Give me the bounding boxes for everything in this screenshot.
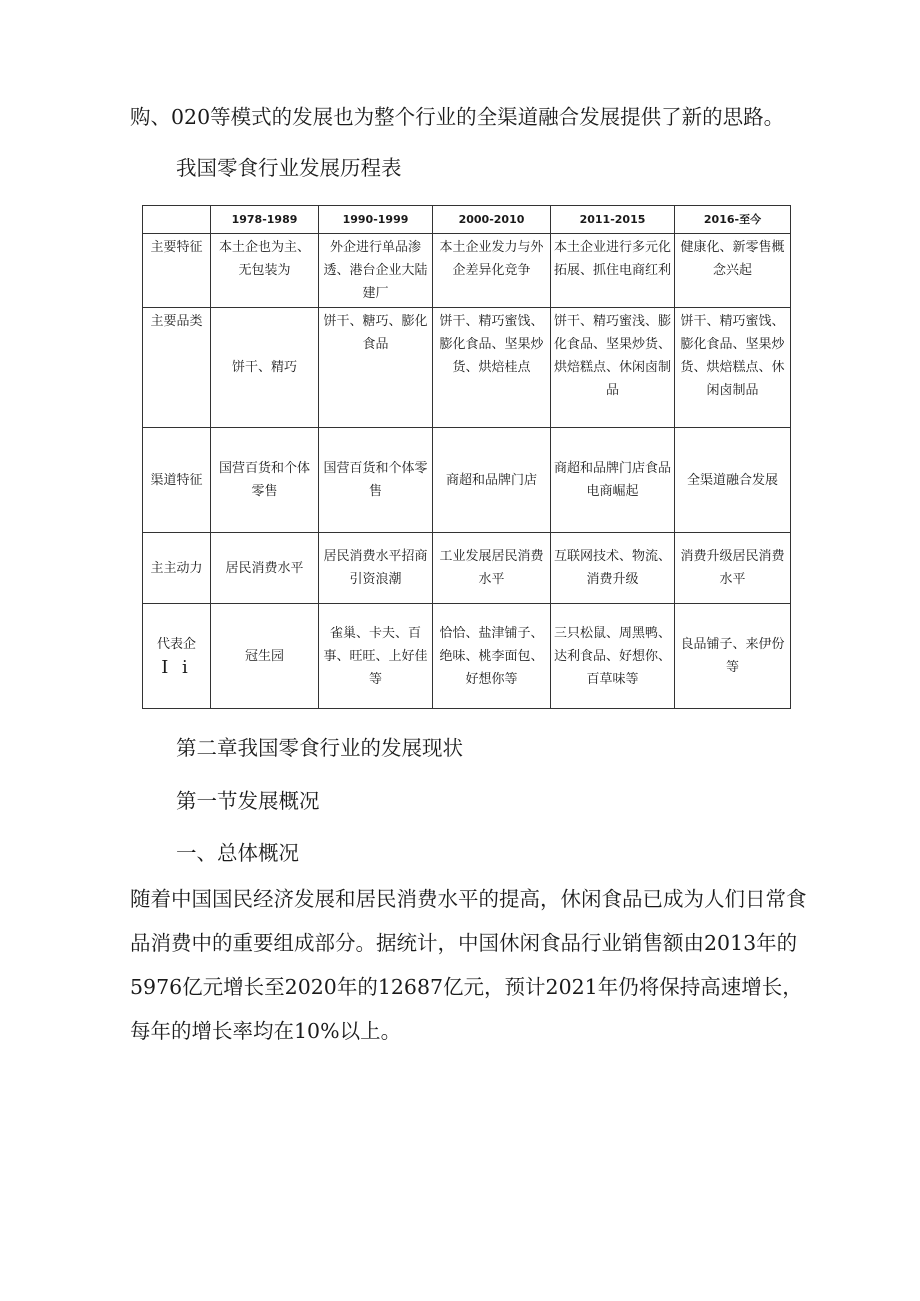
section-title: 第一节发展概况 xyxy=(176,789,320,813)
table-cell: 良品铺子、来伊份等 xyxy=(675,604,791,709)
table-row xyxy=(143,428,791,533)
table-cell: 互联网技术、物流、消费升级 xyxy=(551,533,675,604)
row-label: 主要特征 xyxy=(143,234,211,308)
table-cell: 工业发展居民消费水平 xyxy=(433,533,551,604)
row-label: 主主动力 xyxy=(143,533,211,604)
table-cell: 饼干、糖巧、膨化食品 xyxy=(319,308,433,428)
table-cell: 三只松鼠、周黑鸭、达利食品、好想你、百草味等 xyxy=(551,604,675,709)
table-cell: 商超和品牌门店 xyxy=(433,428,551,533)
table-cell: 国营百货和个体零售 xyxy=(211,428,319,533)
table-header-row xyxy=(143,206,791,234)
header-period: 2011-2015 xyxy=(551,206,675,234)
table-cell: 本土企业进行多元化拓展、抓住电商红利 xyxy=(551,234,675,308)
table-cell: 全渠道融合发展 xyxy=(675,428,791,533)
table-cell: 饼干、精巧蜜饯、膨化食品、坚果炒货、烘焙桂点 xyxy=(433,308,551,428)
header-corner xyxy=(143,206,211,234)
table-row xyxy=(143,604,791,709)
history-table xyxy=(142,205,791,709)
table-row xyxy=(143,308,791,428)
header-period: 2000-2010 xyxy=(433,206,551,234)
row-label xyxy=(143,604,211,709)
row-label: 渠道特征 xyxy=(143,428,211,533)
intro-line: 购、020等模式的发展也为整个行业的全渠道融合发展提供了新的思路。 xyxy=(130,105,785,129)
table-cell: 饼干、精巧 xyxy=(211,308,319,428)
header-period: 1978-1989 xyxy=(211,206,319,234)
body-paragraph: 随着中国国民经济发展和居民消费水平的提高，休闲食品已成为人们日常食品消费中的重要组成部分。据统计，中国休闲食品行业销售额由2013年的5976亿元增长至2020年的12687亿元，预计2021年仍将保持高速增长，每年的增长率均在10%以上。 xyxy=(130,887,807,1043)
table-cell: 本土企也为主、无包装为 xyxy=(211,234,319,308)
table-cell: 居民消费水平招商引资浪潮 xyxy=(319,533,433,604)
chapter-title: 第二章我国零食行业的发展现状 xyxy=(176,736,463,760)
header-period: 1990-1999 xyxy=(319,206,433,234)
table-cell: 居民消费水平 xyxy=(211,533,319,604)
table-cell: 饼干、精巧蜜饯、膨化食品、坚果炒货、烘焙糕点、休闲卤制品 xyxy=(675,308,791,428)
table-cell: 冠生园 xyxy=(211,604,319,709)
table-cell: 健康化、新零售概念兴起 xyxy=(675,234,791,308)
table-title: 我国零食行业发展历程表 xyxy=(176,156,402,180)
table-cell: 本土企业发力与外企差异化竞争 xyxy=(433,234,551,308)
row-label-extra: I i xyxy=(161,657,192,678)
table-cell: 饼干、精巧蜜浅、膨化食品、坚果炒货、烘焙糕点、休闲卤制品 xyxy=(551,308,675,428)
table-cell: 国营百货和个体零售 xyxy=(319,428,433,533)
table-row xyxy=(143,234,791,308)
table-cell: 消费升级居民消费水平 xyxy=(675,533,791,604)
header-period: 2016-至今 xyxy=(675,206,791,234)
table-cell: 商超和品牌门店食品电商崛起 xyxy=(551,428,675,533)
subsection-title: 一、总体概况 xyxy=(176,841,299,865)
table-cell: 雀巢、卡夫、百事、旺旺、上好佳等 xyxy=(319,604,433,709)
table-row xyxy=(143,533,791,604)
row-label-text: 代表企 xyxy=(156,637,196,652)
row-label: 主要品类 xyxy=(143,308,211,428)
table-cell: 外企进行单品渗透、港台企业大陆建厂 xyxy=(319,234,433,308)
table-cell: 恰恰、盐津铺子、绝味、桃李面包、好想你等 xyxy=(433,604,551,709)
